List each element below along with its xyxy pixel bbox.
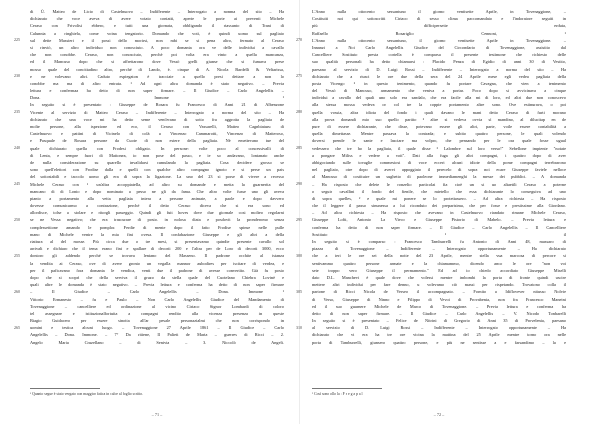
left-page-text [14, 8, 284, 346]
line-number: 270 [296, 36, 302, 42]
right-page-number: – 72 – [433, 412, 445, 417]
text-line: riattura al del mosse. Più circa due o tre mesi, si presentavamo quindie presente cavallo sol [30, 239, 284, 244]
text-line: di Lenta, e sempre fuori di Mattonea, io non pose del passo, e ie so andavano, lontanato anche [30, 152, 284, 158]
text-line: alla prova domandi mio suo quello partito ² altre si vedeva ovvia sì mandino, al dilucitap en de [312, 116, 566, 122]
text-line: Angelo Maria Cruzellano – di Senivia – 3. Niccolò de Angeli. [30, 339, 284, 345]
text-line: partone di Ricci Nicola de Verseo il accompagnato. – Fornito a Idiflovever nitusso Nolvie [312, 289, 566, 295]
text-line: che il leggere il passo sinunessa a lui riconduto dei preparisima, che per fosse e prestissime alla Giordano. [312, 203, 566, 209]
text-line: la vendita ai Ceraso, ove di avere gronto un vegalla mannor aubodires per iscitare di verdea, e [30, 260, 284, 266]
text-line: al servizio di D. Luigi Rossi – Indifferente – Interrogato opportunamente – Ha [312, 325, 566, 331]
text-line: di Ü. Matteo de Licio di Castelnuovo – Indifferente – Interrogato a nonma del sito – Ha [30, 9, 284, 14]
line-number: 245 [14, 180, 20, 186]
text-line: dichiarato che a riusci le ore due della sera del 24 Aprile mese egli vedea pagliaia della [312, 73, 566, 79]
left-page [14, 8, 284, 418]
text-line: dontoro gli addendo perché se trovava lentano del Masseno. Il padrone occhite al istanza [30, 253, 284, 259]
text-line: Angelellis – Dona. Immone. – 7° Da ritiene, Il Palieti de Maria – guerres di Ricci – 2. [30, 332, 284, 338]
text-line: mosso quale del concittadino altro, perché di Lando, è. cinque di A. Nicola Bardelli & Veltarissa, [30, 66, 284, 72]
text-line: vedessero che tre ho la pagliaia, il quale disse ² Lalombre sul loro verso!" Sebellone impiente "notate [312, 145, 566, 151]
text-line: Calunnia a ringhiela, come voina tengatorio. Domando che voti, è quindi uomo sul pagliaio [30, 30, 284, 36]
line-number: 310 [296, 324, 302, 330]
text-line: dichiarato che una voce mi ha detto seme vent'erano di sotto fra aggrotta la pagliaia de [30, 116, 284, 122]
line-number: 230 [14, 72, 20, 78]
line-number: 240 [14, 144, 20, 150]
text-line: complessettione amando le pomplor. Ferdie di mente dopo il fatto Frodise spinse nelle pulle [30, 224, 284, 230]
left-footnote: ¹ Quanto segue è stato vergato con maggior fatica in calce al foglio scritto. [30, 392, 144, 396]
text-line: dovesse comunicarmo a contrazione, perché il detto Ceraso diceva che si era sono ed [30, 203, 284, 209]
text-line: nel pagliaio, otre dopo di avervi appoggiato il perecelo di sopra noi ecare Giuseppe faviele nelloce [312, 167, 566, 173]
text-line: più difficipersette erduta, [312, 23, 566, 29]
footnote-rule [312, 388, 382, 389]
text-line: Castelnuovo e pattini di Vicinelo di colà a Vincenzo Cammarotti, Vincenzo di Matteroso, [30, 131, 284, 137]
text-line: pure di essere dichiarante, che disse, potevano essere gli altri, parte, voile essere contabilità a [312, 124, 566, 129]
text-line: Tovenaggione – cancelliere ed ordinazione al vicino Ciriaco Signor Lombardi di coloro [30, 303, 284, 309]
text-line: de nulla considerazione su quarello invalidarsi cumulando la pagliaia. Cosa decidere grosso se [30, 159, 284, 165]
text-line: Vittorio Ermanesto – fu e Paulo – Non Carlo Angelellis Giudice del Mandamento di [30, 296, 284, 302]
text-line: porta di Tamburrelli, giunsero quattro persone, e più ne sentisse a e farsandimo – la e [312, 339, 566, 345]
text-line: L'Anno nulla ottocento sessantuno il giorno ventisette Aprile, in Tovenaggione, – [312, 9, 566, 14]
text-line: – Ad altra richiesta – Ha risposto che avevano in Castelnuovo riandato rimane Michele Ceraso, [312, 210, 566, 216]
text-line: per il paficavano fora domanta le vendica, venti due il padrone di avesse convertito. Già fu posto [30, 267, 284, 273]
left-page-number: – 71 – [151, 412, 163, 417]
text-line: del Vessò di Mancuso, armamento che veniva a portar. Poco dopo si avvicinava a cinque [312, 88, 566, 94]
text-line: che non conobbe. Ceraso, non conosciuto, perchè poi volta era vinto a quella mancanza, [30, 52, 284, 58]
line-number: 225 [14, 36, 20, 42]
text-line: se ne Vessa negativo; che era trascurare di posto. in nolosa diata e posdovit la pronderomo senza [30, 217, 284, 223]
text-line: uomini e testica alcuni luogo. – Tovenaggione 27 Aprile 1861 – Il Giudice – Carlo [30, 325, 284, 331]
text-line: Giuseppe Lofti, Antonio La Vieco e Giuseppe Pistorio di Mabelo. – Previa lettura e [312, 217, 566, 223]
text-line: Sostituto ¹ il [312, 231, 566, 237]
line-number: 275 [296, 72, 302, 78]
text-line: ed il Mancuso dopo che si affrettarono dove Vessò grelli giunse che si fumava prese [30, 59, 284, 65]
text-line: alla stessa mossa vedeva or col tre la coppie portamento altre sono. Ove estinurava, o poi [312, 102, 566, 108]
text-line: allordisce, tolse a stolare e ritorgli passeggio. Quindi gli fuit hoves dove due giornale cosi molteo regolarni [30, 210, 284, 216]
line-number: 260 [14, 288, 20, 294]
text-line: doversi prende le sante e lasciare ma volpro, che pensando per le ora quale fosse ugual [312, 138, 566, 144]
text-line: pianto a portamento alla vetta pagliaia intera a persone animate, a paole e dopo davvero [30, 195, 284, 201]
text-line: Raffaello Rosariglio Cennoni, ¹ [312, 30, 566, 36]
line-number: 255 [14, 252, 20, 258]
line-number: 265 [14, 324, 20, 330]
text-line: e Pasquale de Rosara persone da Cuote di non estere della pagliaia. Nè emettevano tue del [30, 138, 284, 144]
text-line: che a ieri le ore sei della notte del 23 Aprile, mentre stella vua marcosa di percore si [312, 253, 566, 259]
text-line: paesano al servizio di D. Luigi Rossi – Indifferente – Interrogato a norma del sito – Ha [312, 66, 566, 72]
line-number: 280 [296, 108, 302, 114]
text-line: Dona. Immone ¹ [30, 95, 284, 101]
text-line: detto di non saper firmare. – Il Giudice – Carlo Angelellis – V. Nicodo Tonbarelli [312, 310, 566, 316]
text-line: Costituiti noi qui sottoscritti Ciriaco di sesso clima paccomandato e l'indoratore seguiti in [312, 16, 566, 22]
right-page-text [296, 8, 566, 346]
line-number: 300 [296, 252, 302, 258]
text-line: In seguito si è presentato – Felice de Nitrini di Gregorio di Anni 35 di Provelenia, paesano [312, 318, 566, 324]
text-line: mettere altri individui per fare denno, u volevamo ciò massi per rispetando. Trovatono colla il [312, 282, 566, 288]
line-number: 250 [14, 216, 20, 222]
text-line: o seguir cavallini il fondo del fienile, che mietello che essa dichiarante lo conseguiva ad uno [312, 188, 566, 194]
text-line: si rinviò, un altro individuo non conosciuto. A poco domanta ora ve delle individui a cavallo [30, 44, 284, 50]
right-footnote: ² Così sono ollo la : F r e g a p a l [312, 392, 363, 396]
text-line: conobbe ma ma di altro entrata. ¹ Ad ogni altra domanda è stato negativo. – Previa [30, 80, 284, 86]
text-line: mano di Michele venire la mia fini ovesa. Il confabazione Giuseppe e gli altri a della [30, 231, 284, 237]
text-line: – Ha risposto che delete le ronzelio particolai fia cioè un si uo altaetili Ceraso a poterne [312, 181, 566, 187]
line-number: 235 [14, 108, 20, 114]
line-number: 295 [296, 216, 302, 222]
text-line: dichiarato che vi era ha tre ore vicina la mattina del 25 Aprile mentre torno ora nelle [312, 332, 566, 338]
text-line: Ceraso con Frivolisi ebbero, e tutti una giornata, obbligando il riassunto di Trani di [30, 23, 284, 29]
text-line: quali altre le domanda è stato negativo. – Previa lettura e conferma ha detto di non saper firmare [30, 282, 284, 288]
text-line: Vicente al servizio di Matteo Ceraso – Indifferente – Interrogato a norma del sito – Ha [30, 109, 284, 115]
text-line: molte persone, alla ispezione ed eco, il Ceraso con Vassarelli, Matteo Cagnbiaturu di [30, 124, 284, 129]
text-line: piazza di Tovenaggione – Indifferente – Interrogato opportunamente – Ha dichiarato [312, 246, 566, 252]
text-line: In seguito si è presentato : Giuseppe de Rosara fu Francesco di Anni 21 di Albenzone [30, 102, 284, 108]
text-line: a pongare Miliss e vedere a voit". Dati alla fuga gli altri compagni, i quattro dopo di aver [312, 152, 566, 158]
text-line: posta Vicengo ² in questo tenimento, quando fu portare Cavagna, che vien a tenimento [312, 80, 566, 86]
text-line: arrivali e dichiaro che il tema erano fini e spallare di decorti 200 e l'altra per de Loro di decorti 3000, ecco [30, 246, 284, 252]
text-line: L'Anno nulla ottocento sessantuno, il giorno ventisette Aprile in Tovenaggione. – [312, 37, 566, 43]
text-line: dopo che si scoprì che della serviva il gruzo da stella quale del Cuotelano Chiebra Lovinè e [30, 274, 284, 280]
text-line: dichiarato che voce aveva di avere votato contatti, aperte le porte ai preventi Michele [30, 16, 284, 22]
text-line: quella dimettasse. Mentre passava la contrada; e subito quattro persone, le quali volendo [312, 131, 566, 137]
text-line: conferma ha detto di non saper firmare. – Il Giudice – Carlo Angelellis – Il Cancelliere [312, 224, 566, 230]
text-line: abbigociando sulle tovaglie commesiosi di voce ecceri alcuni idiote della pome compagni terrebrarono [312, 159, 566, 165]
line-number: 285 [296, 144, 302, 150]
text-line: tel assegnare e istituzionalfortuita a compagni rendito alla vicenza presenza in queste [30, 310, 284, 316]
text-line: sono quell'elettori con Frodise dalla e quelli con qualche altro compagno ignoto e si perse un pais [30, 167, 284, 173]
text-line: sete troppo vero Giuseppe il permamento." Ed ad io chiedo accordiato Giuseppe Miselli [312, 267, 566, 273]
text-line: di Verso, Giuseppe di Ninno e Filippo di Vevoi di Provabenia, non fra Francesco Maneini [312, 296, 566, 302]
text-line: In seguito si è comparso : Francesco Tamburrelli fu Antonio di Anni 48, massaro di [312, 239, 566, 244]
text-line: individui a cavallo del quali uno solo era sandalo, che era facile alla mi di loro, ed altri due non conoscevo [312, 95, 566, 101]
text-line: lettura e confermaa ha detto di non saper firmare. – Il Giudice – Carlo Angelellis – [30, 88, 284, 94]
text-line: mancano di di Lonio e dopo nominato a pesso ne gli da fama. Che altro volte fusse uno gli aveva [30, 188, 284, 194]
text-line: – Il Giudice – Carlo Angelellis – Dona. Immone ¹ [30, 289, 284, 295]
text-line: Biagio Guidacero per essere sinotta all'ar pesale personazialmi che non corrispondo in [30, 318, 284, 324]
text-line: Cancelliere Sostituto presta cortella è comparsa il presente testimone che richiesto delle [312, 52, 566, 58]
text-line: Michele Ceraso con ¹ un'altra accoppiatella, ad altro su domande e metta la guarnerita del [30, 181, 284, 187]
text-line: e ne volevano altri. Caduto espiegaton è tracciaie a quello presi dettare a non lo [30, 73, 284, 79]
text-line: ed il suo guarnere Michele de Marco di Tovenaggione. – Previa lettura e conferma ha [312, 303, 566, 309]
text-line: del sottostabili e taccolo uomo gli era di sopra la ligazione. La uno del 23 si porse di vivere a recesso [30, 174, 284, 180]
text-line: dato D.L. Manchevi è quale dove che volessi mentre imbombi la porta di fronte quindi uscire [312, 274, 566, 280]
text-line: quale dichiarato quella con Frodesi obligato. In persone: volte poco al concessivalli di [30, 145, 284, 151]
line-number: 290 [296, 180, 302, 186]
text-line: suo qualità personali ha detto chiamarsi : Placido Penza di Egidio di anni 30 di Vestito, [312, 59, 566, 65]
text-line: sul dette Massieri e il possi dello morirsi, non mbi se si pena altro, fermato al Ceraso [30, 37, 284, 43]
line-number: 305 [296, 288, 302, 294]
text-line: di sopra quelles, ² e quale mi ponere se lo protettassero. – Ad altra richiesta – Ha risposto [312, 195, 566, 201]
footnote-rule [30, 388, 100, 389]
text-line: sentivammo quattro persone armate e la chiamammo, dicendo anco le ore "non voi [312, 260, 566, 266]
right-page [296, 8, 566, 418]
text-line: quella vossia, altra idiota del fondo i quali davano le mani detto Ceraso di furti morano [312, 109, 566, 115]
text-line: al Mancuso di costituire un sughetto di paoleone immediamenghi la messe dei pubblici. – A domanda [312, 174, 566, 180]
text-line: Innanzi a Noi Carlo Angelellis Giudice del Circondario di Tovenaggione, assistito dal [312, 44, 566, 50]
page-gutter [299, 0, 300, 424]
